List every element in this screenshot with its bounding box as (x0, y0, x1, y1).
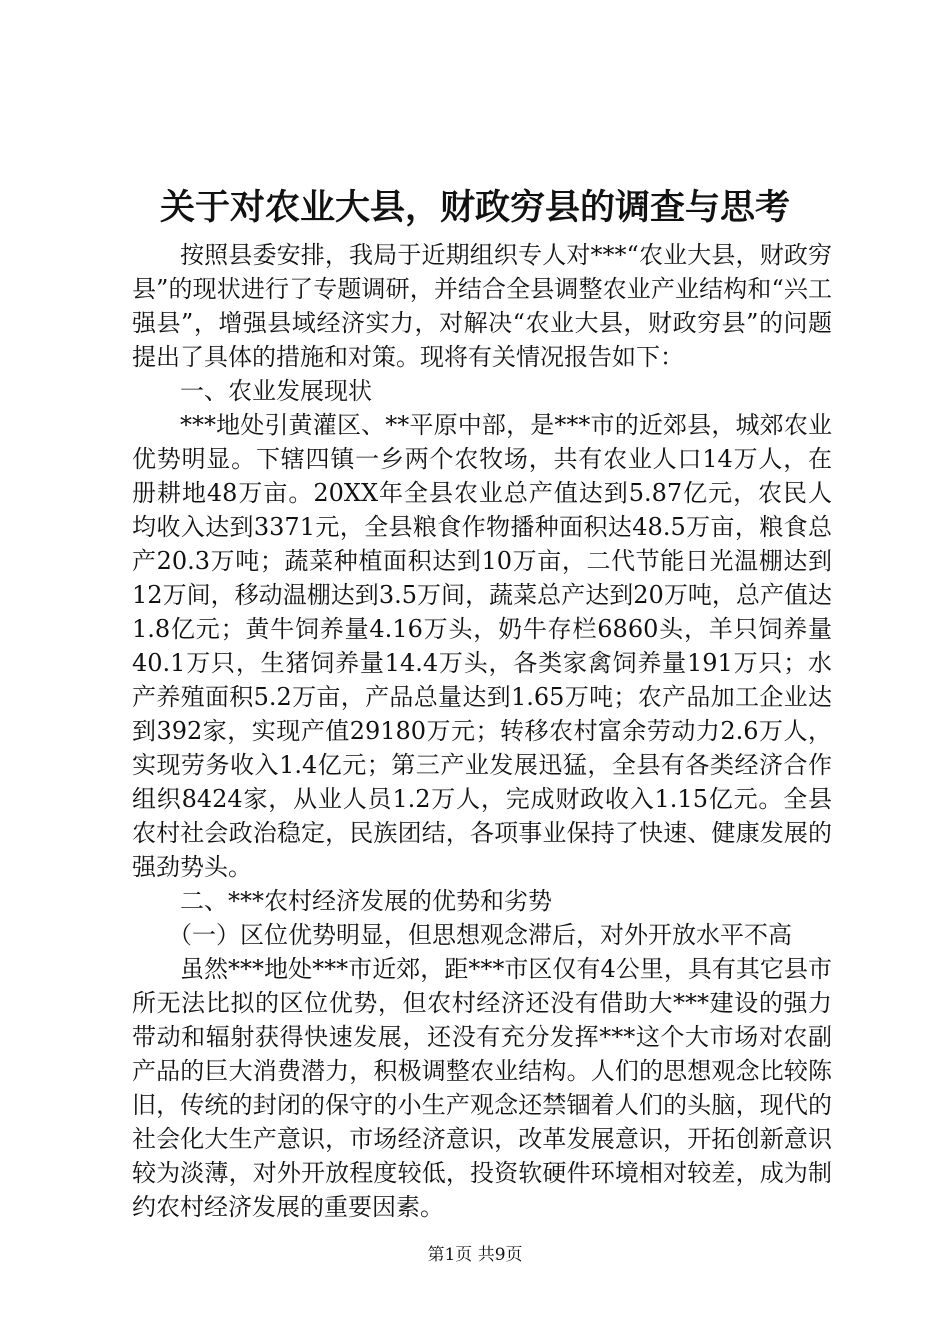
section-heading-1: 一、农业发展现状 (180, 377, 372, 405)
status-paragraph: ***地处引黄灌区、**平原中部，是***市的近郊县，城郊农业优势明显。下辖四镇一乡两个农牧场，共有农业人口14万人，在册耕地48万亩。20XX年全县农业总产值达到5.87亿元，农民人均收入达到3371元，全县粮食作物播种面积达48.5万亩，粮食总产20.3万吨；蔬菜种植面积达到10万亩，二代节能日光温棚达到12万间，移动温棚达到3.5万间，蔬菜总产达到20万吨，总产值达1.8亿元；黄牛饲养量4.16万头，奶牛存栏6860头，羊只饲养量40.1万只，生猪饲养量14.4万头，各类家禽饲养量191万只；水产养殖面积5.2万亩，产品总量达到1.65万吨；农产品加工企业达到392家，实现产值29180万元；转移农村富余劳动力2.6万人，实现劳务收入1.4亿元；第三产业发展迅猛，全县有各类经济合作组织8424家，从业人员1.2万人，完成财政收入1.15亿元。全县农村社会政治稳定，民族团结，各项事业保持了快速、健康发展的强劲势头。 (132, 411, 832, 881)
subsection-heading-1: （一）区位优势明显，但思想观念滞后，对外开放水平不高 (168, 921, 792, 949)
document-title: 关于对农业大县，财政穷县的调查与思考 (159, 187, 790, 228)
document-body (132, 238, 832, 1224)
intro-paragraph: 按照县委安排，我局于近期组织专人对***“农业大县，财政穷县”的现状进行了专题调研，并结合全县调整农业产业结构和“兴工强县”，增强县域经济实力，对解决“农业大县，财政穷县”的问题提出了具体的措施和对策。现将有关情况报告如下： (132, 241, 832, 371)
section-heading-2: 二、***农村经济发展的优势和劣势 (180, 887, 552, 915)
location-paragraph: 虽然***地处***市近郊，距***市区仅有4公里，具有其它县市所无法比拟的区位优势，但农村经济还没有借助大***建设的强力带动和辐射获得快速发展，还没有充分发挥***这个大市场对农副产品的巨大消费潜力，积极调整农业结构。人们的思想观念比较陈旧，传统的封闭的保守的小生产观念还禁锢着人们的头脑，现代的社会化大生产意识，市场经济意识，改革发展意识，开拓创新意识较为淡薄，对外开放程度较低，投资软硬件环境相对较差，成为制约农村经济发展的重要因素。 (132, 955, 832, 1221)
page-number-footer: 第1页 共9页 (427, 1245, 523, 1265)
